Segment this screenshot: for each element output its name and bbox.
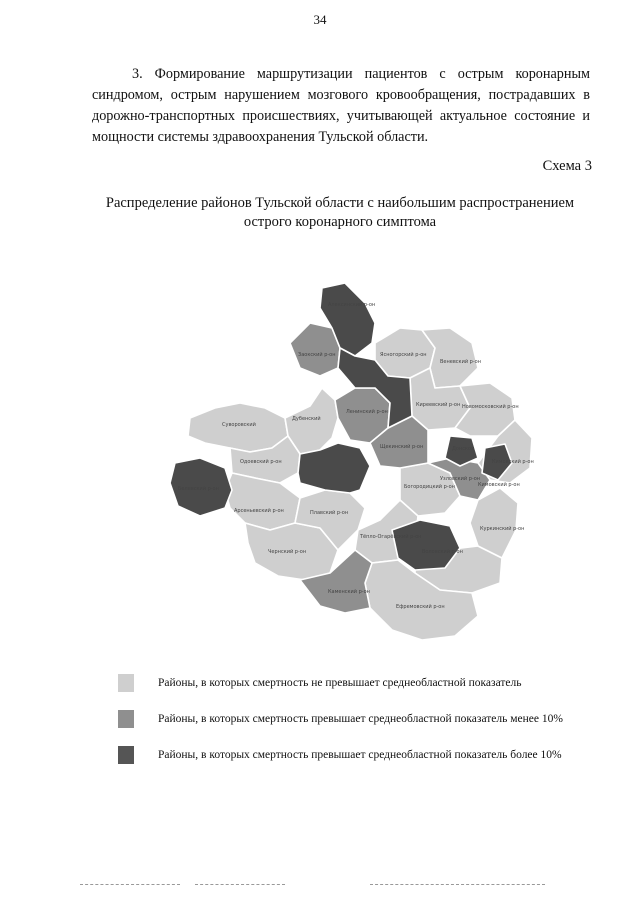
label-kurkinsky: Куркинский р-он <box>480 526 525 532</box>
label-suvorovsky: Суворовский <box>222 422 256 428</box>
label-novomoskovsky: Новомосковский р-он <box>462 404 519 410</box>
label-volovsky: Воловский р-он <box>422 549 463 555</box>
label-kamensky: Каменский р-он <box>328 589 370 595</box>
label-plavsky: Плавский р-он <box>310 510 349 516</box>
legend-swatch-medium <box>118 710 134 728</box>
legend-text: Районы, в которых смертность превышает среднеобластной показатель менее 10% <box>158 713 563 725</box>
label-arsenyevsky: Арсеньевский р-он <box>234 508 284 514</box>
scheme-label: Схема 3 <box>542 158 592 174</box>
label-yasnogorsky: Ясногорский р-он <box>380 352 427 358</box>
label-donskoy: Донской <box>452 446 475 452</box>
label-odoevsky: Одоевский р-он <box>240 459 282 465</box>
legend-swatch-light <box>118 674 134 692</box>
legend-text: Районы, в которых смертность не превышает среднеобластной показатель <box>158 677 522 689</box>
label-kimovsky: Кимовский р-он <box>492 459 534 465</box>
label-kimovsky-2: Кимовский р-он <box>478 482 520 488</box>
label-efremovsky: Ефремовский р-он <box>396 604 445 610</box>
region-map <box>160 268 540 668</box>
map-title-line-2: острого коронарного симптома <box>243 214 437 230</box>
label-bogoroditsky: Богородицкий р-он <box>404 484 455 490</box>
label-aleksinsky: Алексинский р-он <box>328 302 376 308</box>
region-map-svg <box>160 268 540 668</box>
label-chernsky: Чернский р-он <box>268 549 307 555</box>
label-dubensky: Дубенский <box>292 416 321 422</box>
footer-scan-line <box>80 884 180 885</box>
label-teploogarevsky: Тёпло-Огарёвский р-он <box>360 534 422 540</box>
label-kireevsky: Киреевский р-он <box>416 402 461 408</box>
label-zaoksky: Заокский р-он <box>298 352 336 358</box>
map-title <box>80 194 600 232</box>
body-paragraph: 3. Формирование маршрутизации пациентов с острым коронарным синдромом, острым нарушением мозгового кровообращения, пострадавших в дорожно-транспортных происшествиях, учитывающей актуальное состояние и мощности системы здравоохранения Тульской области. <box>92 66 590 145</box>
district-arsenyevsky <box>225 473 300 530</box>
label-shchekinsky: Щекинский р-он <box>380 444 424 450</box>
label-uzlovsky: Узловский р-он <box>440 476 481 482</box>
legend-item <box>118 710 598 740</box>
legend-text: Районы, в которых смертность превышает среднеобластной показатель более 10% <box>158 749 562 761</box>
map-legend <box>118 674 598 782</box>
legend-item <box>118 746 598 776</box>
label-belevsky: Белевский р-он <box>178 486 219 492</box>
footer-scan-line <box>370 884 545 885</box>
legend-swatch-dark <box>118 746 134 764</box>
label-leninsky: Ленинский р-он <box>346 409 388 415</box>
page-number: 34 <box>313 12 327 27</box>
label-venevsky: Веневский р-он <box>440 359 481 365</box>
map-title-line-1: Распределение районов Тульской области с наибольшим распространением <box>105 195 575 211</box>
footer-scan-line <box>195 884 285 885</box>
legend-item <box>118 674 598 704</box>
